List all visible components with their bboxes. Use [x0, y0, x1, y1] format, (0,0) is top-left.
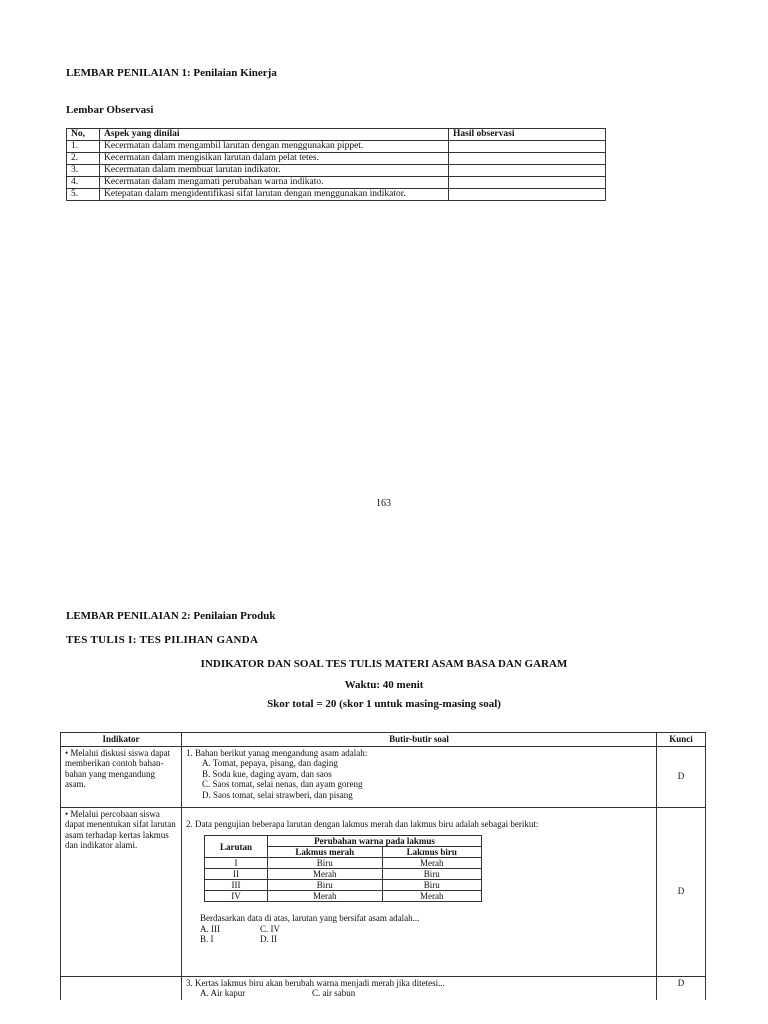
- inner-row: [205, 891, 482, 902]
- kunci-cell: D: [657, 746, 706, 807]
- inner-cell-larutan: I: [205, 858, 268, 869]
- inner-row: [205, 880, 482, 891]
- inner-cell-biru: Merah: [382, 891, 481, 902]
- observation-table: [66, 128, 606, 201]
- cell-hasil: [449, 141, 606, 153]
- cell-hasil: [449, 177, 606, 189]
- inner-cell-merah: Biru: [268, 880, 383, 891]
- header-aspek: Aspek yang dinilai: [100, 129, 449, 141]
- option-c: C. IV: [260, 923, 280, 934]
- question-text: 1. Bahan berikut yanag mengandung asam adalah:: [186, 747, 368, 758]
- indikator-cell: • Melalui diskusi siswa dapat memberikan contoh bahan-bahan yang mengandung asam.: [61, 746, 182, 807]
- header-kunci: Kunci: [657, 733, 706, 747]
- option-a: A. III: [200, 923, 220, 934]
- cell-aspek: Kecermatan dalam mengisikan larutan dalam pelat tetes.: [100, 153, 449, 165]
- option-b: B. I: [200, 934, 214, 944]
- cell-no: 1.: [67, 141, 100, 153]
- option-line-2: [200, 934, 652, 945]
- option-a: A. Air kapur: [200, 988, 246, 998]
- option-d: D. Saos tomat, selai strawberi, dan pisang: [202, 789, 353, 800]
- cell-hasil: [449, 165, 606, 177]
- option-d: D. II: [260, 934, 277, 944]
- followup-text: Berdasarkan data di atas, larutan yang bersifat asam adalah...: [200, 913, 420, 923]
- kunci-cell: D: [657, 976, 706, 1000]
- table-row: [67, 141, 606, 153]
- option-line-1: [200, 988, 652, 999]
- inner-header-merah: Lakmus merah: [268, 847, 383, 858]
- question-text: 2. Data pengujian beberapa larutan dengan lakmus merah dan lakmus biru adalah sebagai berikut:: [186, 818, 539, 829]
- inner-cell-larutan: IV: [205, 891, 268, 902]
- cell-aspek: Kecermatan dalam mengamati perubahan warna indikato.: [100, 177, 449, 189]
- inner-header-biru: Lakmus biru: [382, 847, 481, 858]
- table-row: [67, 153, 606, 165]
- skor-text: Skor total = 20 (skor 1 untuk masing-masing soal): [267, 698, 501, 710]
- table-header-row: [67, 129, 606, 141]
- inner-cell-biru: Biru: [382, 880, 481, 891]
- option-c: C. Saos tomat, selai nenas, dan ayam goreng: [202, 779, 363, 789]
- inner-cell-merah: Biru: [268, 858, 383, 869]
- inner-cell-biru: Merah: [382, 858, 481, 869]
- option-c: C. air sabun: [312, 988, 356, 998]
- inner-header-group: Perubahan warna pada lakmus: [268, 836, 482, 847]
- question-header-row: [61, 733, 706, 747]
- inner-cell-merah: Merah: [268, 891, 383, 902]
- question-cell: [182, 976, 657, 1000]
- page1-subheading: Lembar Observasi: [66, 104, 154, 116]
- inner-cell-biru: Biru: [382, 869, 481, 880]
- question-cell: [182, 746, 657, 807]
- inner-row: [205, 858, 482, 869]
- table-row: [67, 177, 606, 189]
- inner-header-larutan: Larutan: [205, 836, 268, 858]
- table-row: [67, 165, 606, 177]
- cell-aspek: Ketepatan dalam mengidentifikasi sifat larutan dengan menggunakan indikator.: [100, 189, 449, 201]
- inner-row: [205, 869, 482, 880]
- question-table: [60, 732, 706, 1000]
- header-indikator: Indikator: [61, 733, 182, 747]
- inner-cell-larutan: III: [205, 880, 268, 891]
- cell-no: 3.: [67, 165, 100, 177]
- header-no: No,: [67, 129, 100, 141]
- question-row-3: [61, 976, 706, 1000]
- header-hasil: Hasil observasi: [449, 129, 606, 141]
- inner-cell-larutan: II: [205, 869, 268, 880]
- option-a: A. Tomat, pepaya, pisang, dan daging: [202, 758, 338, 768]
- cell-hasil: [449, 189, 606, 201]
- page2-subheading: TES TULIS I: TES PILIHAN GANDA: [66, 634, 259, 646]
- cell-aspek: Kecermatan dalam membuat larutan indikator.: [100, 165, 449, 177]
- header-butir-soal: Butir-butir soal: [182, 733, 657, 747]
- cell-hasil: [449, 153, 606, 165]
- cell-no: 5.: [67, 189, 100, 201]
- indikator-cell: [61, 976, 182, 1000]
- kunci-cell: D: [657, 807, 706, 976]
- inner-cell-merah: Merah: [268, 869, 383, 880]
- option-b: B. Soda kue, daging ayam, dan saos: [202, 768, 332, 779]
- question-text: 3. Kertas lakmus biru akan berubah warna menjadi merah jika ditetesi...: [186, 977, 445, 988]
- test-title: INDIKATOR DAN SOAL TES TULIS MATERI ASAM BASA DAN GARAM: [200, 658, 568, 670]
- page2-heading: LEMBAR PENILAIAN 2: Penilaian Produk: [66, 610, 276, 622]
- lakmus-table: [204, 835, 482, 902]
- page1-heading: LEMBAR PENILAIAN 1: Penilaian Kinerja: [66, 67, 277, 79]
- table-row: [67, 189, 606, 201]
- cell-no: 2.: [67, 153, 100, 165]
- indikator-cell: • Melalui percobaan siswa dapat menentukan sifat larutan asam terhadap kertas lakmus dan indikator alami.: [61, 807, 182, 976]
- cell-aspek: Kecermatan dalam mengambil larutan dengan menggunakan pippet.: [100, 141, 449, 153]
- page-number: 163: [376, 498, 391, 509]
- waktu-text: Waktu: 40 menit: [344, 679, 424, 691]
- question-cell: [182, 807, 657, 976]
- option-line-1: [200, 924, 652, 935]
- question-row-2: [61, 807, 706, 976]
- question-row-1: [61, 746, 706, 807]
- cell-no: 4.: [67, 177, 100, 189]
